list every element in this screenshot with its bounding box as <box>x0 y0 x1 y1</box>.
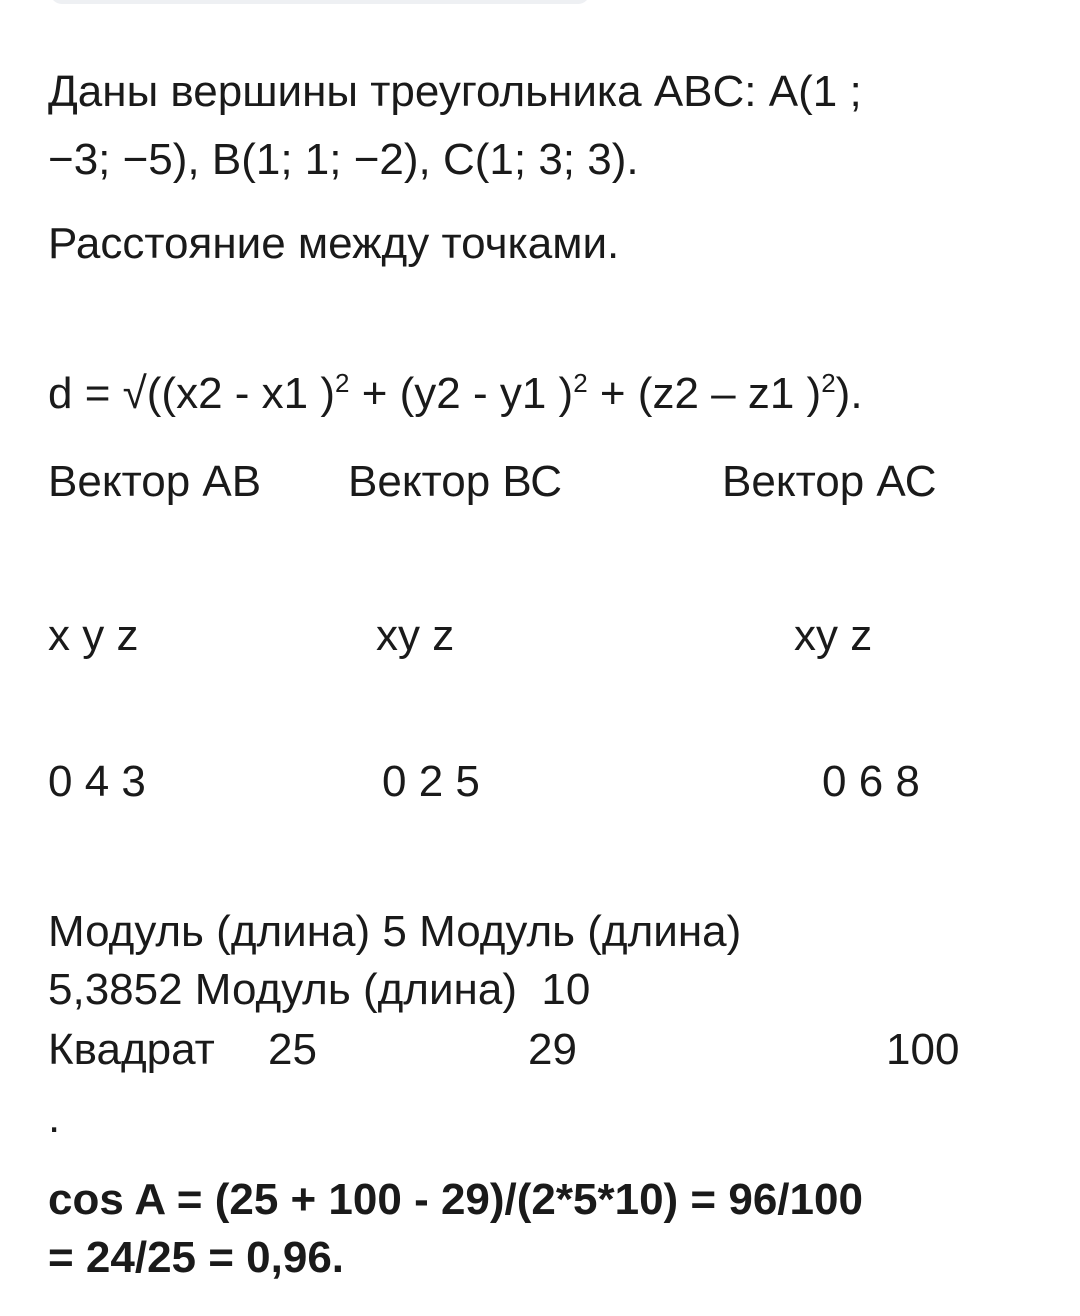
top-tab-edge <box>50 0 590 4</box>
formula-square-3: 2 <box>821 368 836 398</box>
formula-part-2: + (y2 - y1 ) <box>349 369 574 418</box>
square-bc: 29 <box>528 1025 577 1074</box>
formula-part-3: + (z2 – z1 ) <box>587 369 822 418</box>
square-label: Квадрат <box>48 1025 215 1074</box>
result-line-2: = 24/25 = 0,96. <box>48 1233 345 1282</box>
vector-bc-values: 0 2 5 <box>382 757 480 806</box>
formula-square-1: 2 <box>335 368 350 398</box>
intro-line-2: −3; −5), В(1; 1; −2), С(1; 3; 3). <box>48 135 639 184</box>
vector-ab-header: Вектор АВ <box>48 457 262 506</box>
modulus-line-2: 5,3852 Модуль (длина) 10 <box>48 965 591 1014</box>
formula-part-4: ). <box>835 369 863 418</box>
square-ac: 100 <box>886 1025 960 1074</box>
formula-square-2: 2 <box>573 368 588 398</box>
intro-line-1: Даны вершины треугольника ABC: А(1 ; <box>48 67 862 116</box>
distance-title: Расстояние между точками. <box>48 219 620 268</box>
square-ab: 25 <box>268 1025 317 1074</box>
vector-ac-axes: xy z <box>794 611 873 660</box>
vector-bc-header: Вектор ВС <box>348 457 563 506</box>
result-line-1: cos A = (25 + 100 - 29)/(2*5*10) = 96/100 <box>48 1175 863 1224</box>
vector-ab-axes: x y z <box>48 611 139 660</box>
separator-dot: . <box>48 1093 61 1142</box>
modulus-line-1: Модуль (длина) 5 Модуль (длина) <box>48 907 742 956</box>
formula-part-1: d = √((x2 - x1 ) <box>48 369 335 418</box>
vector-ac-header: Вектор АС <box>722 457 937 506</box>
distance-formula <box>48 368 863 418</box>
vector-ab-values: 0 4 3 <box>48 757 146 806</box>
vector-ac-values: 0 6 8 <box>822 757 920 806</box>
vector-bc-axes: xy z <box>376 611 455 660</box>
